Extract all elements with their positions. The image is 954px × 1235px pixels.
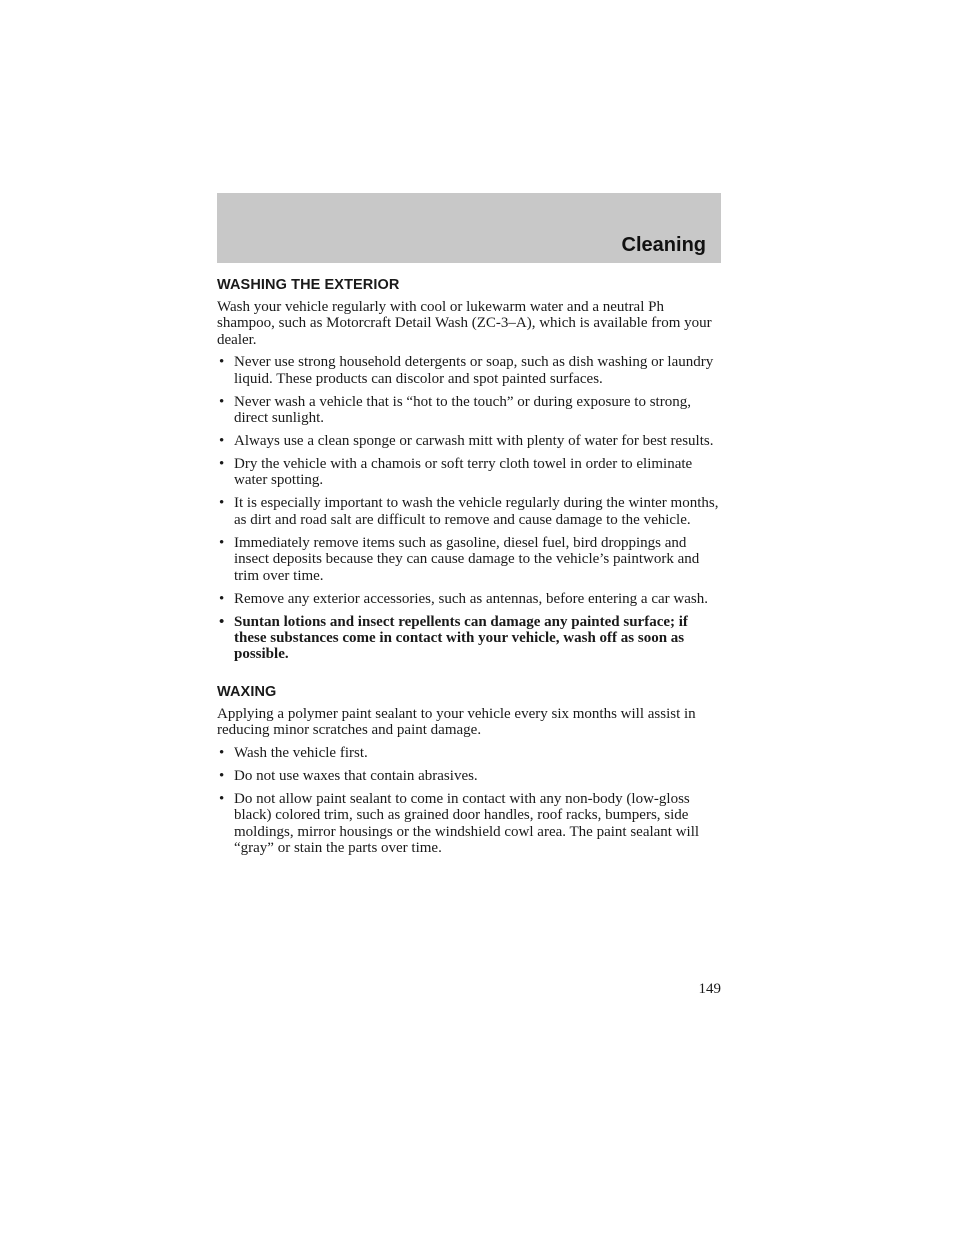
bullet-icon: • bbox=[219, 354, 225, 371]
list-item bbox=[217, 433, 723, 449]
bullet-icon: • bbox=[219, 590, 225, 607]
list-item-text: Wash the vehicle first. bbox=[234, 744, 368, 761]
bullet-icon: • bbox=[219, 744, 225, 761]
list-item-text: Immediately remove items such as gasoline, diesel fuel, bird droppings and insect deposits because they can cause damage to the vehicle’s paintwork and trim over time. bbox=[234, 534, 700, 584]
bullet-list-waxing bbox=[217, 745, 723, 857]
chapter-title: Cleaning bbox=[621, 234, 706, 256]
page-content bbox=[217, 276, 723, 863]
list-item-text: Dry the vehicle with a chamois or soft terry cloth towel in order to eliminate water spotting. bbox=[234, 456, 693, 489]
list-item-text: Always use a clean sponge or carwash mitt with plenty of water for best results. bbox=[234, 433, 714, 450]
bullet-icon: • bbox=[219, 495, 225, 512]
bullet-icon: • bbox=[219, 534, 225, 551]
section-paragraph-waxing: Applying a polymer paint sealant to your vehicle every six months will assist in reducing minor scratches and paint damage. bbox=[217, 705, 696, 739]
page-number: 149 bbox=[698, 981, 721, 997]
list-item-text: Never wash a vehicle that is “hot to the touch” or during exposure to strong, direct sunlight. bbox=[234, 393, 691, 427]
bullet-icon: • bbox=[219, 433, 225, 450]
chapter-header-band bbox=[217, 193, 721, 263]
list-item bbox=[217, 394, 723, 427]
list-item bbox=[217, 745, 723, 761]
list-item bbox=[217, 591, 723, 607]
list-item bbox=[217, 791, 723, 857]
list-item-text: Remove any exterior accessories, such as antennas, before entering a car wash. bbox=[234, 590, 708, 607]
list-item bbox=[217, 768, 723, 784]
bullet-icon: • bbox=[219, 613, 225, 630]
bullet-icon: • bbox=[219, 767, 225, 784]
list-item bbox=[217, 456, 723, 489]
list-item bbox=[217, 354, 723, 387]
bullet-icon: • bbox=[219, 456, 225, 473]
section-heading-washing: WASHING THE EXTERIOR bbox=[217, 277, 400, 293]
list-item-text: Do not use waxes that contain abrasives. bbox=[234, 767, 478, 784]
list-item bbox=[217, 495, 723, 528]
list-item-text: It is especially important to wash the vehicle regularly during the winter months, as dirt and road salt are difficult to remove and cause damage to the vehicle. bbox=[234, 495, 719, 528]
bullet-icon: • bbox=[219, 393, 225, 410]
section-heading-waxing: WAXING bbox=[217, 683, 277, 700]
list-item-text: Do not allow paint sealant to come in contact with any non-body (low-gloss black) colored trim, such as grained door handles, roof racks, bumpers, side moldings, mirror housings or the windshield cowl area. The paint sealant will “gray” or stain the parts over time. bbox=[234, 790, 700, 856]
bullet-icon: • bbox=[219, 790, 225, 807]
section-paragraph-washing: Wash your vehicle regularly with cool or lukewarm water and a neutral Ph shampoo, such as Motorcraft Detail Wash (ZC-3–A), which is available from your dealer. bbox=[217, 299, 712, 348]
list-item-text: Never use strong household detergents or soap, such as dish washing or laundry liquid. These products can discolor and spot painted surfaces. bbox=[234, 354, 714, 387]
list-item-text: Suntan lotions and insect repellents can damage any painted surface; if these substances come in contact with your vehicle, wash off as soon as possible. bbox=[234, 613, 688, 663]
list-item bbox=[217, 535, 723, 584]
bullet-list-washing bbox=[217, 354, 723, 663]
warning-list-item bbox=[217, 614, 723, 663]
